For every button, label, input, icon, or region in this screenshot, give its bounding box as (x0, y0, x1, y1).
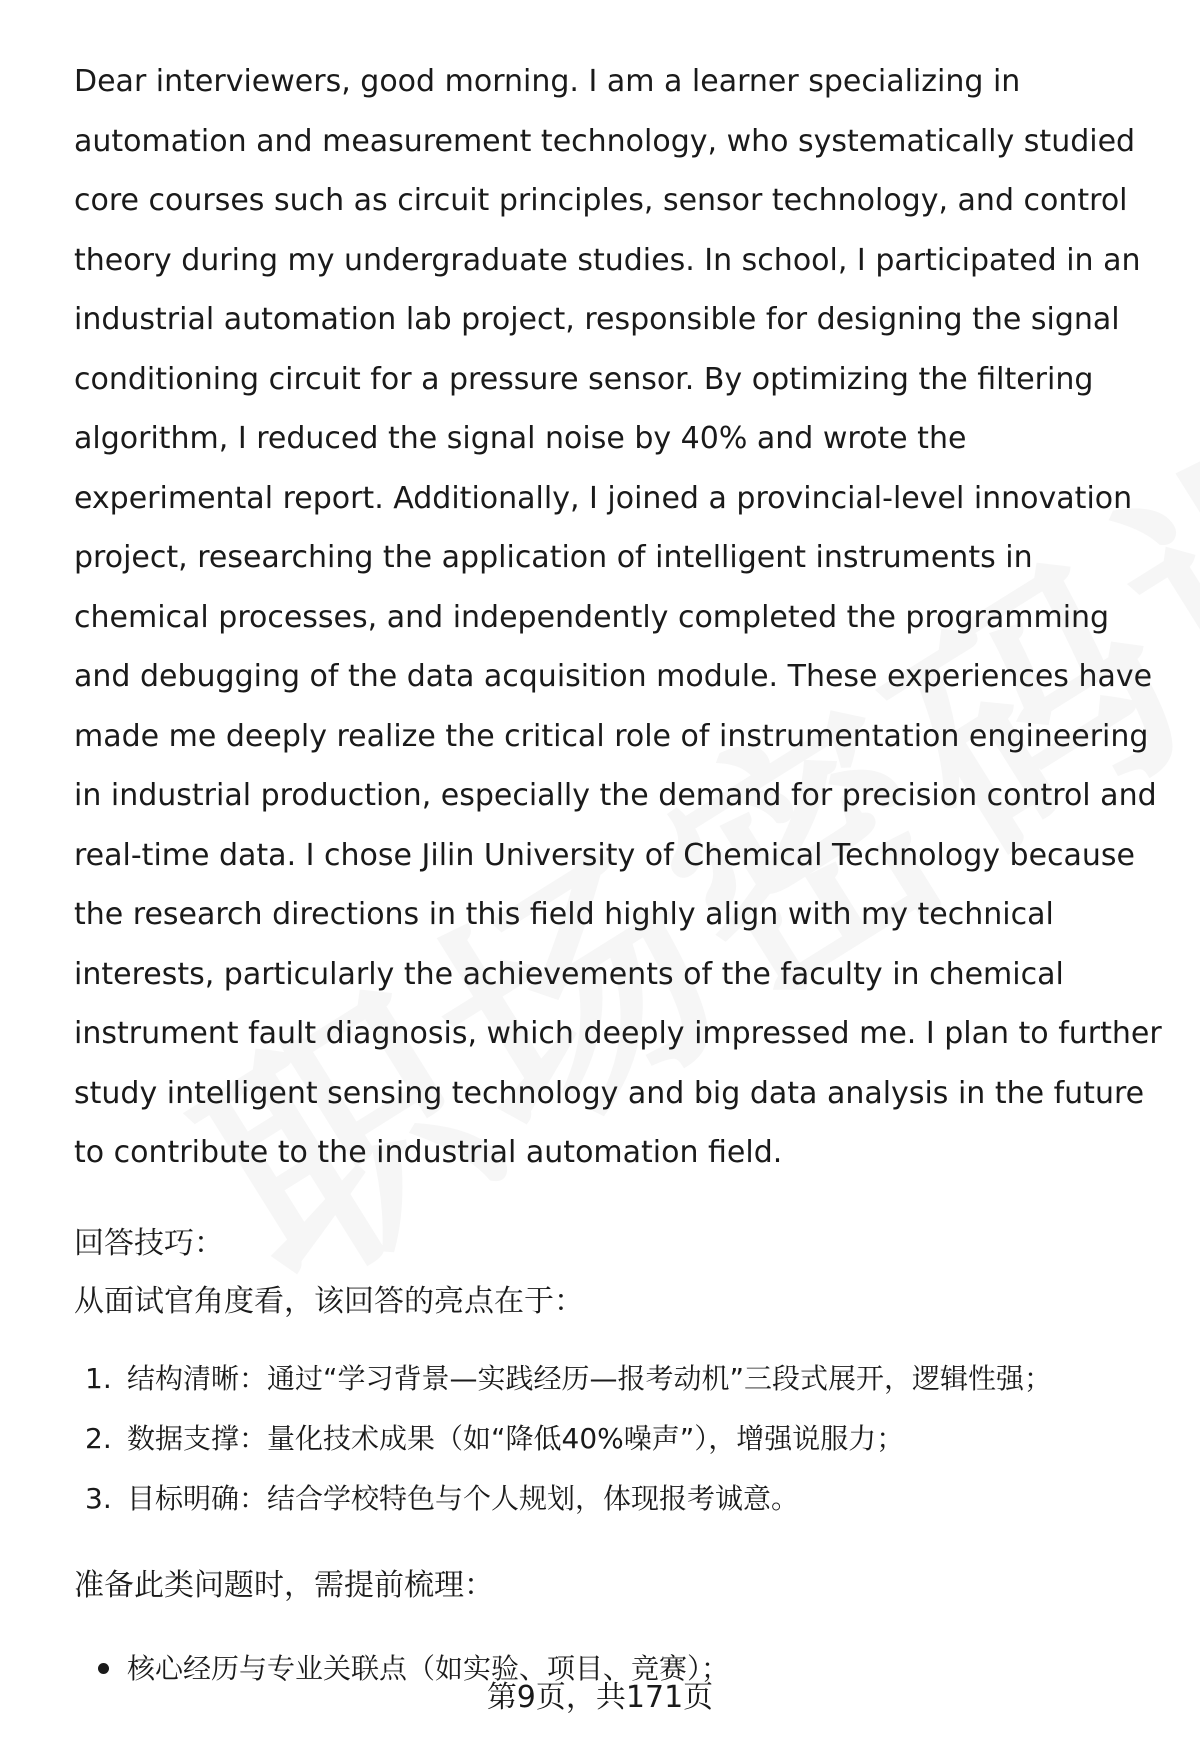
list-text: 目标明确：结合学校特色与个人规划，体现报考诚意。 (127, 1481, 800, 1515)
list-text: 结构清晰：通过“学习背景—实践经历—报考动机”三段式展开，逻辑性强； (127, 1361, 1053, 1395)
prep-heading: 准备此类问题时，需提前梳理： (74, 1567, 494, 1603)
tips-list (74, 1349, 1164, 1529)
list-number: 3. (85, 1481, 112, 1515)
list-text: 数据支撑：量化技术成果（如“降低40%噪声”），增强说服力； (127, 1421, 905, 1455)
tips-heading: 回答技巧： (74, 1225, 224, 1261)
tips-intro: 从面试官角度看，该回答的亮点在于： (74, 1283, 584, 1319)
list-item (74, 1349, 1164, 1409)
answer-paragraph: Dear interviewers, good morning. I am a learner specializing in automation and measurement technology, who systematically studied core courses such as circuit principles, sensor technology, and control theory during my undergraduate studies. In school, I participated in an industrial automation lab project, responsible for designing the signal conditioning circuit for a pressure sensor. By optimizing the filtering algorithm, I reduced the signal noise by 40% and wrote the experimental report. Additionally, I joined a provincial-level innovation project, researching the application of intelligent instruments in chemical processes, and independently completed the programming and debugging of the data acquisition module. These experiences have made me deeply realize the critical role of instrumentation engineering in industrial production, especially the demand for precision control and real-time data. I chose Jilin University of Chemical Technology because the research directions in this field highly align with my technical interests, particularly the achievements of the faculty in chemical instrument fault diagnosis, which deeply impressed me. I plan to further study intelligent sensing technology and big data analysis in the future to contribute to the industrial automation field. (74, 64, 1162, 1170)
page-footer: 第9页，共171页 (486, 1680, 714, 1715)
list-text: 核心经历与专业关联点（如实验、项目、竞赛）； (127, 1651, 730, 1685)
list-item (74, 1469, 1164, 1529)
list-number: 2. (85, 1421, 112, 1455)
list-number: 1. (85, 1361, 112, 1395)
page-content (74, 52, 1164, 1699)
list-item (74, 1409, 1164, 1469)
